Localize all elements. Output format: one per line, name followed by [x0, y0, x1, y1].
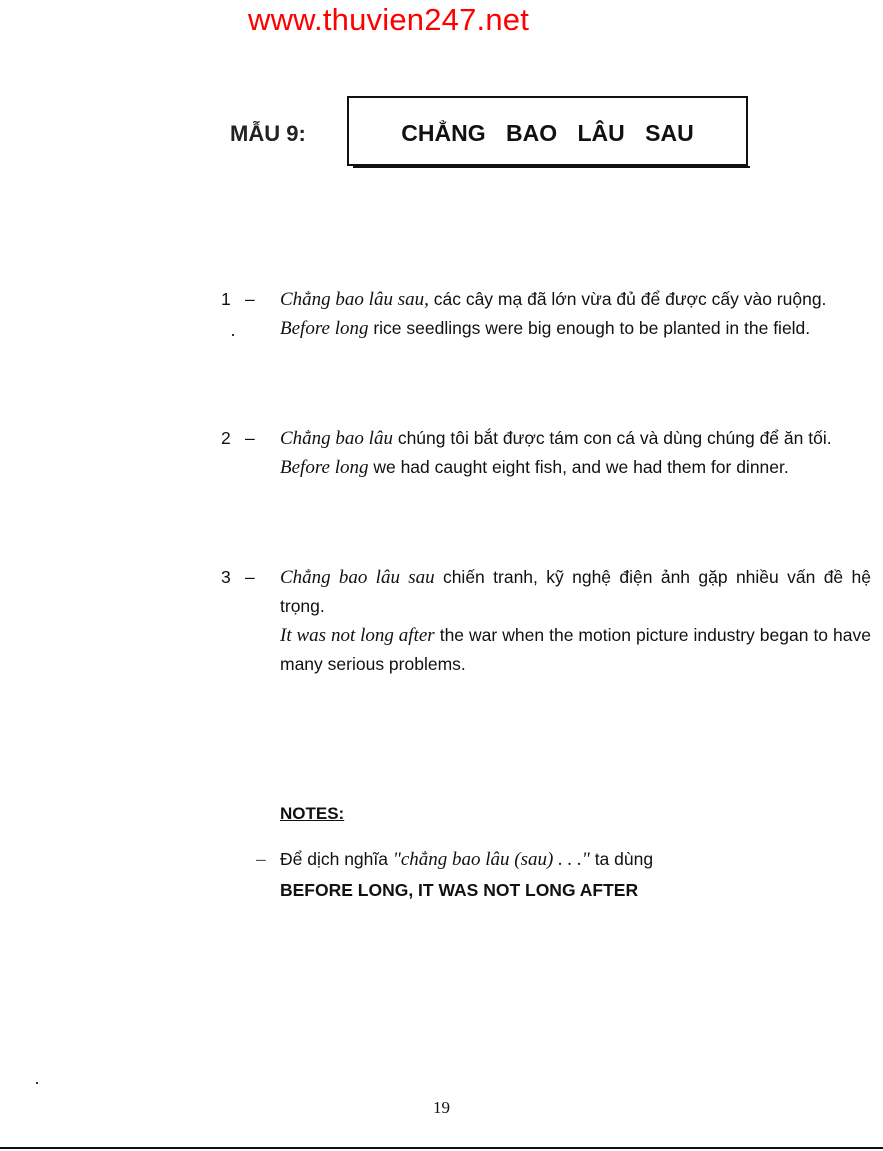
english-sentence	[280, 453, 871, 482]
notes-text-after: ta dùng	[589, 849, 654, 869]
item-number: 1	[221, 289, 231, 309]
item-number: 2	[221, 428, 231, 448]
vietnamese-key-phrase: Chẳng bao lâu sau	[280, 567, 435, 588]
notes-body	[256, 844, 856, 905]
english-sentence	[280, 621, 871, 679]
english-rest: the war when the motion picture industry began to have many serious problems.	[280, 625, 871, 674]
example-item-2	[221, 424, 871, 482]
english-rest: we had caught eight fish, and we had them for dinner.	[368, 457, 789, 477]
example-item-1	[221, 285, 871, 343]
item-body	[280, 563, 871, 679]
vietnamese-rest: chúng tôi bắt được tám con cá và dùng chúng để ăn tối.	[392, 428, 832, 448]
bottom-rule	[0, 1147, 883, 1149]
page-number: 19	[433, 1098, 450, 1117]
english-key-phrase: Before long	[280, 318, 369, 339]
scan-speck	[232, 334, 234, 336]
example-item-3	[221, 563, 871, 679]
english-key-phrase: It was not long after	[280, 625, 435, 646]
vietnamese-sentence	[280, 424, 871, 453]
vietnamese-sentence	[280, 563, 871, 621]
notes-bold-line: BEFORE LONG, IT WAS NOT LONG AFTER	[280, 880, 639, 900]
scan-speck	[36, 1082, 38, 1084]
item-dash: –	[245, 428, 255, 448]
vietnamese-key-phrase: Chẳng bao lâu	[280, 428, 393, 449]
item-body	[280, 285, 871, 343]
english-rest: rice seedlings were big enough to be planted in the field.	[368, 318, 811, 338]
notes-quoted-phrase: "chẳng bao lâu (sau) . . ."	[392, 849, 590, 870]
lesson-title: CHẲNG BAO LÂU SAU	[401, 120, 694, 146]
notes-text	[280, 844, 856, 905]
notes-dash: –	[256, 849, 266, 869]
vietnamese-rest: chiến tranh, kỹ nghệ điện ảnh gặp nhiều vấn đề hệ trọng.	[280, 567, 871, 616]
notes-heading: NOTES:	[280, 804, 345, 823]
item-dash: –	[245, 567, 255, 587]
vietnamese-rest: các cây mạ đã lớn vừa đủ để được cấy vào ruộng.	[428, 289, 827, 309]
notes-text-before: Để dịch nghĩa	[280, 849, 393, 869]
lesson-title-box	[347, 96, 748, 166]
item-dash: –	[245, 289, 255, 309]
item-number: 3	[221, 567, 231, 587]
item-body	[280, 424, 871, 482]
watermark-url: www.thuvien247.net	[248, 2, 530, 37]
vietnamese-key-phrase: Chẳng bao lâu sau,	[280, 289, 429, 310]
lesson-label: MẪU 9:	[230, 121, 306, 146]
vietnamese-sentence	[280, 285, 871, 314]
english-sentence	[280, 314, 871, 343]
title-box-shadow	[353, 166, 750, 168]
english-key-phrase: Before long	[280, 457, 369, 478]
